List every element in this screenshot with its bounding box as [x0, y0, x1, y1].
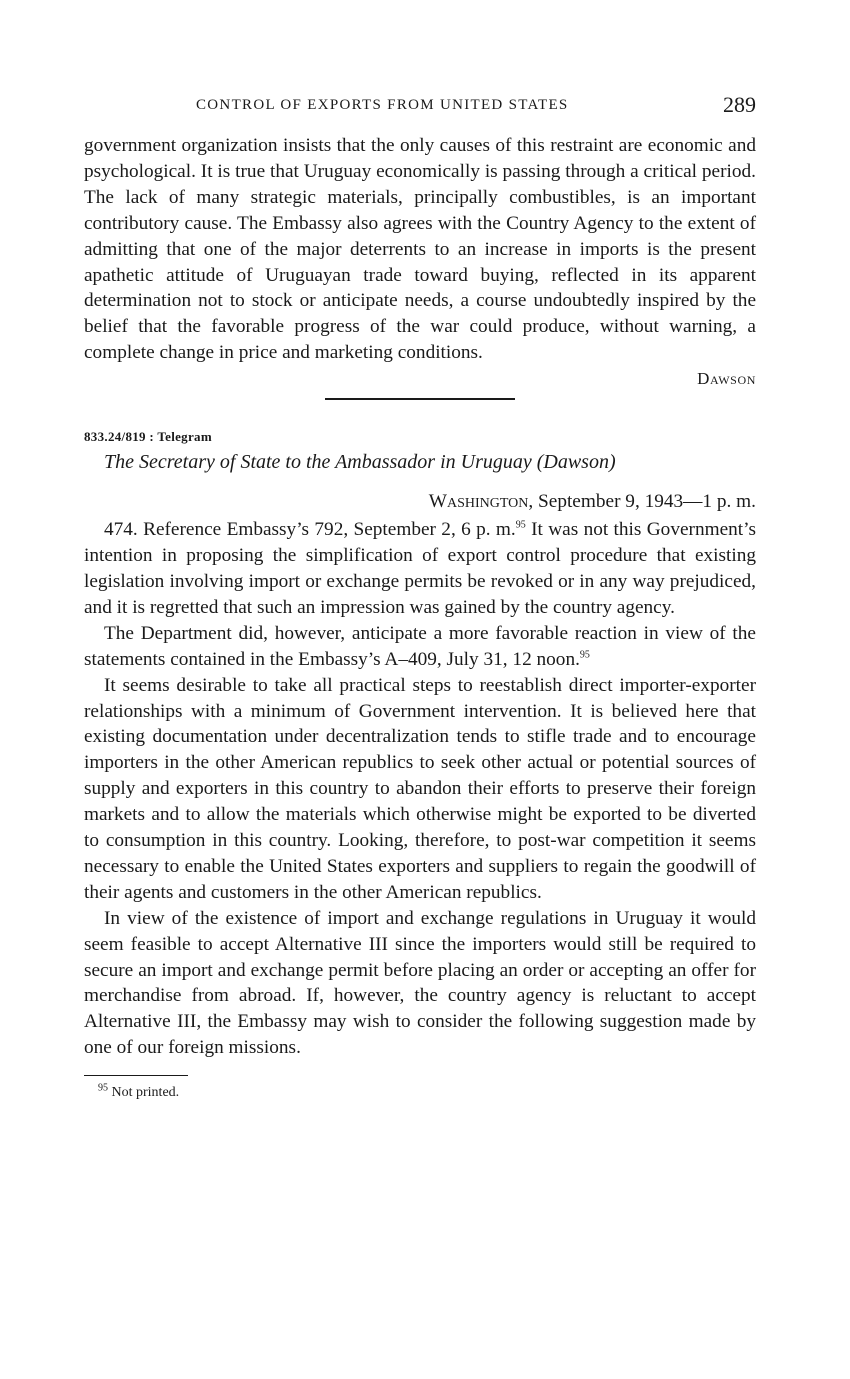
document-page	[84, 92, 756, 1101]
section-divider	[325, 398, 515, 400]
document-title: The Secretary of State to the Ambassador in Uruguay (Dawson)	[104, 451, 616, 474]
paragraph-text: The Department did, however, anticipate a more favorable reaction in view of the statements contained in the Embassy’s A–409, July 31, 12 noon.	[84, 622, 756, 670]
footnote-marker: 95	[515, 519, 526, 531]
paragraph-text-continued: It was not this Government’s intention in proposing the simplification of export control procedure that existing legislation involving import or exchange permits be revoked or in any way prejudiced, and it is regretted that such an impression was gained by the country agency.	[84, 519, 756, 618]
paragraph	[84, 517, 756, 621]
paragraph	[84, 673, 756, 906]
paragraph-text: 474. Reference Embassy’s 792, September 2, 6 p. m.	[104, 519, 516, 541]
signature: Dawson	[697, 369, 756, 389]
footnote	[84, 1082, 756, 1101]
dateline-place: Washington	[428, 491, 529, 513]
dateline	[84, 491, 756, 517]
footnote-number: 95	[98, 1082, 108, 1094]
dateline-date: , September 9, 1943—1 p. m.	[528, 491, 756, 513]
footnote-marker: 95	[579, 649, 590, 661]
paragraph-text: In view of the existence of import and exchange regulations in Uruguay it would seem feasible to accept Alternative III since the importers would still be required to secure an import and exchange permit before placing an order or accepting an offer for merchandise from abroad. If, however, the country agency is reluctant to accept Alternative III, the Embassy may wish to consider the following suggestion made by one of our foreign missions.	[84, 907, 756, 1059]
paragraph-text: It seems desirable to take all practical steps to reestablish direct importer-exporter relationships with a minimum of Government intervention. It is believed here that existing documentation under decentralization tends to stifle trade and to encourage importers in the other American republics to seek other actual or potential sources of supply and exporters in this country to abandon their efforts to preserve their foreign markets and to allow the materials which otherwise might be exported to be diverted to consumption in this country. Looking, therefore, to post-war competition it seems necessary to enable the United States exporters and suppliers to regain the goodwill of their agents and customers in the other American republics.	[84, 674, 756, 903]
footnote-text: Not printed.	[111, 1085, 180, 1101]
paragraph	[84, 906, 756, 1061]
continuation-paragraph: government organization insists that the only causes of this restraint are economic and psychological. It is true that Uruguay economically is passing through a critical period. The lack of many strategic materials, principally combustibles, is an important contributory cause. The Embassy also agrees with the Country Agency to the extent of admitting that one of the major deterrents to an increase in imports is the present apathetic attitude of Uruguayan trade toward buying, reflected in its apparent determination not to stock or anticipate needs, a course undoubtedly inspired by the belief that the favorable progress of the war could produce, without warning, a complete change in price and marketing conditions.	[84, 135, 756, 364]
running-head: CONTROL OF EXPORTS FROM UNITED STATES	[196, 97, 569, 113]
paragraph	[84, 621, 756, 673]
file-reference: 833.24/819 : Telegram	[84, 429, 212, 445]
footnote-rule	[84, 1075, 188, 1076]
page-header	[84, 92, 756, 124]
page-number: 289	[723, 92, 756, 117]
